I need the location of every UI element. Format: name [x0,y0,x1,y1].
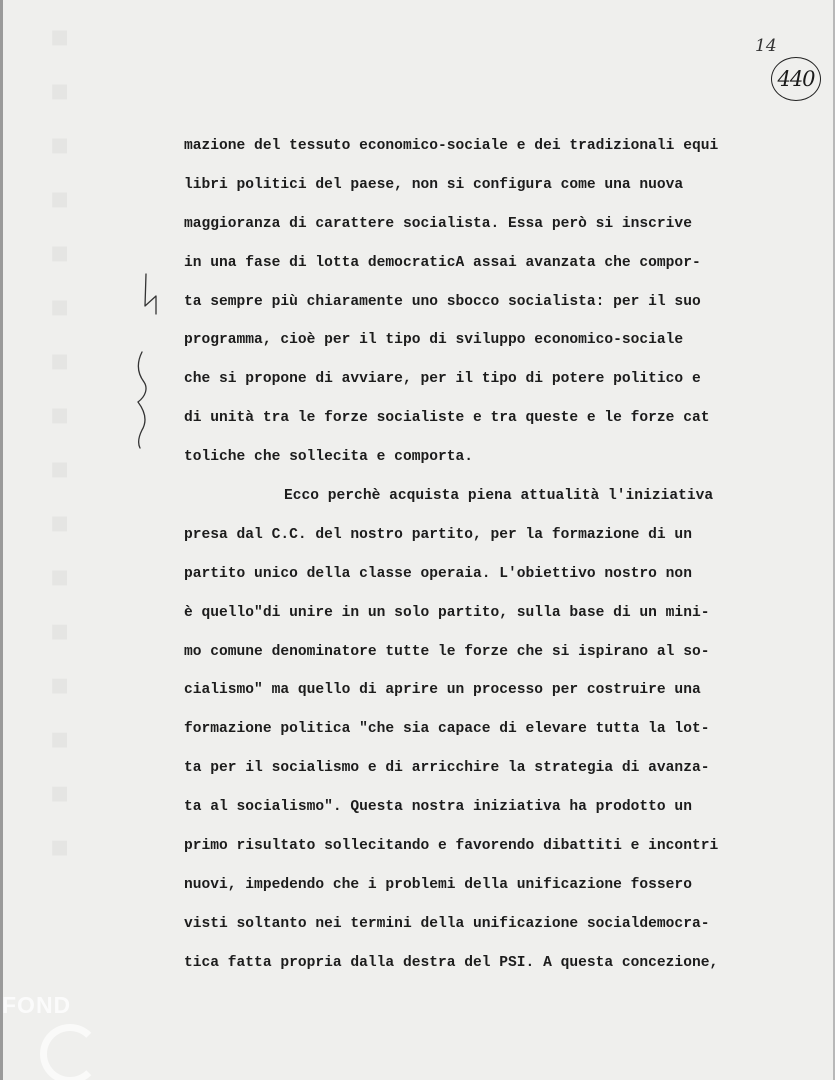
archive-watermark: FOND [2,992,72,1018]
text-line: partito unico della classe operaia. L'obiettivo nostro non [184,565,692,582]
text-line: mo comune denominatore tutte le forze che si ispirano al so- [184,643,710,660]
text-line: di unità tra le forze socialiste e tra queste e le forze cat [184,410,710,427]
watermark-logo-icon [40,1024,100,1080]
text-line: cialismo" ma quello di aprire un processo per costruire una [184,682,701,699]
margin-bracket-icon [132,350,154,450]
stamp-number: 440 [777,67,815,91]
text-line: ta per il socialismo e di arricchire la strategia di avanza- [184,760,710,777]
text-line: che si propone di avviare, per il tipo di potere politico e [184,371,701,388]
page-edge-left [0,0,3,1080]
text-line: in una fase di lotta democraticA assai avanzata che compor- [184,254,701,271]
text-line: libri politici del paese, non si configura come una nuova [184,176,684,193]
circled-folio-stamp [771,57,821,101]
text-line: primo risultato sollecitando e favorendo dibattiti e incontri [184,838,719,855]
text-line: tica fatta propria dalla destra del PSI. A questa concezione, [184,954,719,971]
text-line: ta sempre più chiaramente uno sbocco socialista: per il suo [184,293,701,310]
text-line: presa dal C.C. del nostro partito, per la formazione di un [184,526,692,543]
text-line: maggioranza di carattere socialista. Essa però si inscrive [184,215,692,232]
text-line: mazione del tessuto economico-sociale e dei tradizionali equi [184,138,719,154]
typewritten-text [184,127,794,983]
text-line: visti soltanto nei termini della unificazione socialdemocra- [184,915,710,932]
handwritten-page-number: 14 [755,36,777,56]
paragraph-start-line: Ecco perchè acquista piena attualità l'iniziativa [284,488,714,505]
text-line: programma, cioè per il tipo di sviluppo economico-sociale [184,332,684,349]
reverse-show-through [22,20,90,884]
text-line: formazione politica "che sia capace di elevare tutta la lot- [184,721,710,738]
text-line: è quello"di unire in un solo partito, sulla base di un mini- [184,604,710,621]
margin-mark-icon [140,272,162,318]
text-line: nuovi, impedendo che i problemi della unificazione fossero [184,876,692,893]
text-line: ta al socialismo". Questa nostra iniziativa ha prodotto un [184,799,692,816]
text-line: toliche che sollecita e comporta. [184,449,474,466]
